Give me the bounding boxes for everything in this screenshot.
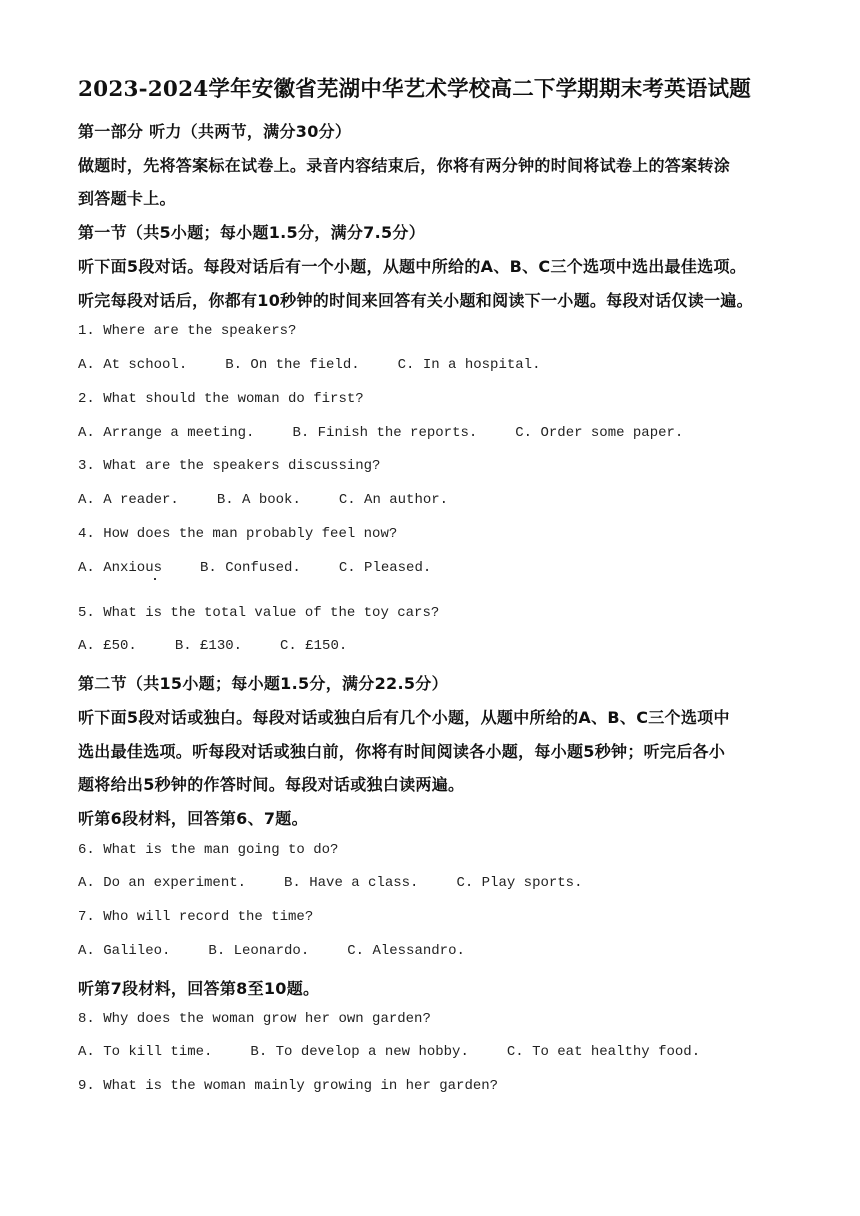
question-text: 9. What is the woman mainly growing in her garden? [78, 1078, 499, 1094]
option-c: C. An author. [338, 492, 449, 508]
material7-heading: 听第7段材料，回答第8至10题。 [78, 979, 320, 998]
question-options [78, 492, 448, 508]
option-b: B. Finish the reports. [292, 425, 478, 441]
option-b: B. £130. [174, 638, 243, 654]
question-options [78, 943, 465, 959]
option-b: B. A book. [216, 492, 301, 508]
option-c: C. To eat healthy food. [506, 1044, 701, 1060]
option-b: B. Have a class. [284, 875, 419, 891]
option-b: B. On the field. [225, 357, 360, 373]
option-a: A. Galileo. [78, 943, 171, 959]
section2-instruction-line1: 听下面5段对话或独白。每段对话或独白后有几个小题，从题中所给的A、B、C三个选项中 [78, 708, 730, 727]
option-c: C. Alessandro. [347, 943, 465, 959]
option-a: A. To kill time. [78, 1044, 213, 1060]
option-a: A. £50. [78, 638, 137, 654]
option-c: C. Order some paper. [515, 425, 684, 441]
material6-heading: 听第6段材料，回答第6、7题。 [78, 809, 308, 828]
part1-instruction-line2: 到答题卡上。 [78, 189, 176, 208]
option-a: A. Arrange a meeting. [78, 425, 255, 441]
question-text: 4. How does the man probably feel now? [78, 526, 398, 542]
question-options [78, 560, 431, 576]
question-text: 8. Why does the woman grow her own garden? [78, 1011, 431, 1027]
section1-instruction-line2: 听完每段对话后，你都有10秒钟的时间来回答有关小题和阅读下一小题。每段对话仅读一遍。 [78, 291, 753, 310]
option-b: B. To develop a new hobby. [250, 1044, 469, 1060]
question-options [78, 875, 582, 891]
option-c: C. Pleased. [338, 560, 432, 576]
section2-heading: 第二节（共15小题；每小题1.5分，满分22.5分） [78, 674, 448, 693]
option-a: A. A reader. [78, 492, 179, 508]
question-text: 5. What is the total value of the toy cars? [78, 605, 440, 621]
option-b: B. Confused. [200, 560, 301, 576]
question-options [78, 1044, 700, 1060]
section1-heading: 第一节（共5小题；每小题1.5分，满分7.5分） [78, 223, 426, 242]
question-options [78, 425, 683, 441]
page-title: 2023-2024学年安徽省芜湖中华艺术学校高二下学期期末考英语试题 [78, 77, 751, 102]
stray-dot [154, 578, 156, 580]
option-a: A. Anxious [78, 560, 163, 576]
question-text: 1. Where are the speakers? [78, 323, 297, 339]
question-text: 2. What should the woman do first? [78, 391, 364, 407]
question-options [78, 638, 347, 654]
option-a: A. Do an experiment. [78, 875, 247, 891]
question-text: 7. Who will record the time? [78, 909, 314, 925]
section2-instruction-line3: 题将给出5秒钟的作答时间。每段对话或独白读两遍。 [78, 775, 465, 794]
option-b: B. Leonardo. [208, 943, 310, 959]
part1-instruction-line1: 做题时，先将答案标在试卷上。录音内容结束后，你将有两分钟的时间将试卷上的答案转涂 [78, 156, 731, 175]
section2-instruction-line2: 选出最佳选项。听每段对话或独白前，你将有时间阅读各小题，每小题5秒钟；听完后各小 [78, 742, 726, 761]
option-c: C. Play sports. [456, 875, 583, 891]
section1-instruction-line1: 听下面5段对话。每段对话后有一个小题，从题中所给的A、B、C三个选项中选出最佳选项。 [78, 257, 747, 276]
question-options [78, 357, 540, 373]
option-c: C. In a hospital. [397, 357, 541, 373]
part1-heading: 第一部分 听力（共两节，满分30分） [78, 122, 352, 141]
question-text: 3. What are the speakers discussing? [78, 458, 381, 474]
question-text: 6. What is the man going to do? [78, 842, 339, 858]
option-a: A. At school. [78, 357, 188, 373]
option-c: C. £150. [280, 638, 348, 654]
